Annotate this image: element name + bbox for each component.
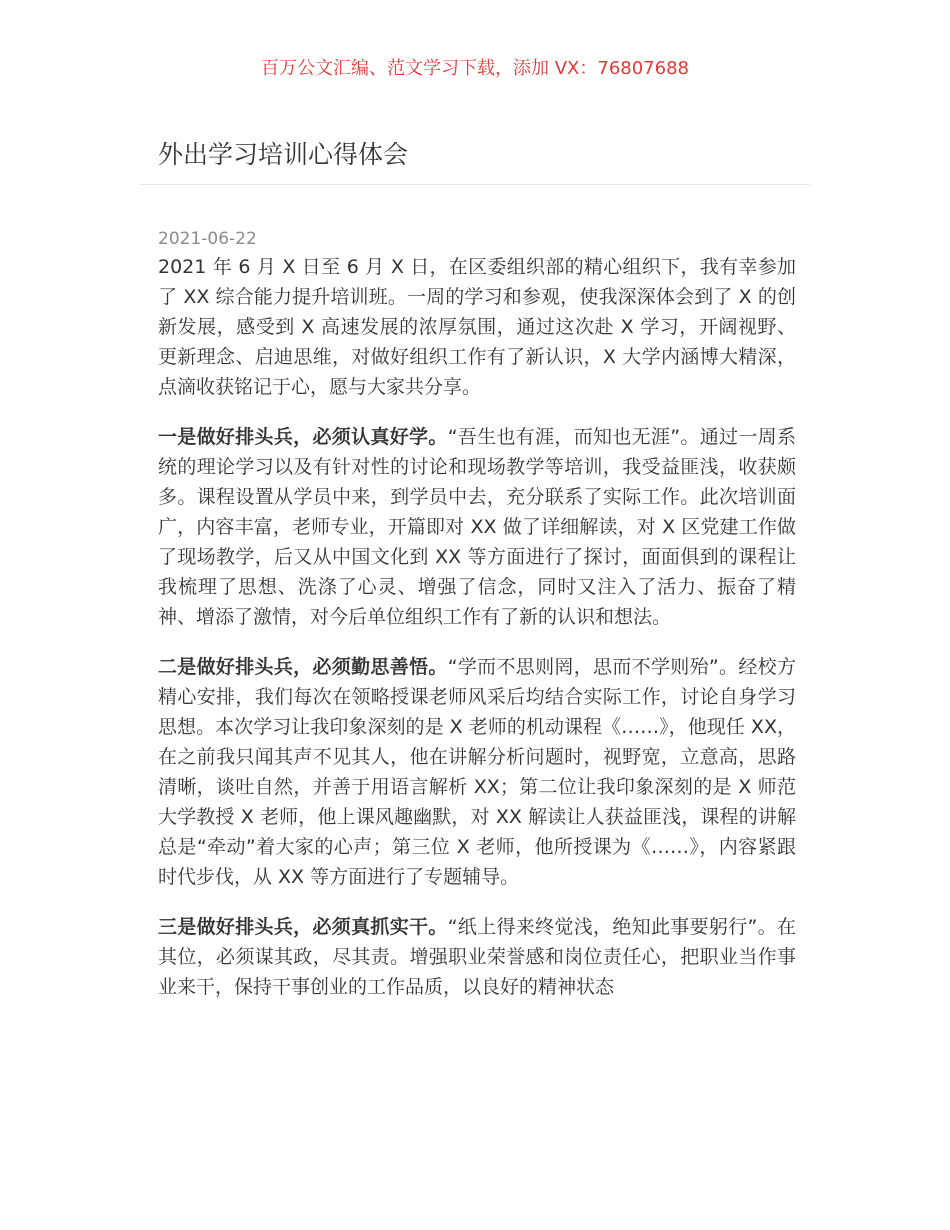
section-paragraph-3 [158,912,796,1002]
publish-date: 2021-06-22 [158,229,257,249]
intro-paragraph: 2021 年 6 月 X 日至 6 月 X 日，在区委组织部的精心组织下，我有幸参加了 XX 综合能力提升培训班。一周的学习和参观，使我深深体会到了 X 的创新发展，感受到 X 高速发展的浓厚氛围，通过这次赴 X 学习，开阔视野、更新理念、启迪思维，对做好组织工作有了新认识，X 大学内涵博大精深，点滴收获铭记于心，愿与大家共分享。 [158,256,796,398]
section-3-heading: 三是做好排头兵，必须真抓实干。 [158,916,448,938]
article-body [158,252,796,1022]
section-2-text: “学而不思则罔，思而不学则殆”。经校方精心安排，我们每次在领略授课老师风采后均结合实际工作，讨论自身学习思想。本次学习让我印象深刻的是 X 老师的机动课程《……》，他现任 XX，在之前我只闻其声不见其人，他在讲解分析问题时，视野宽，立意高，思路清晰，谈吐自然，并善于用语言解析 XX；第二位让我印象深刻的是 X 师范大学教授 X 老师，他上课风趣幽默，对 XX 解读让人获益匪浅，课程的讲解总是“牵动”着大家的心声；第三位 X 老师，他所授课为《……》，内容紧跟时代步伐，从 XX 等方面进行了专题辅导。 [158,656,796,888]
section-1-text: “吾生也有涯，而知也无涯”。通过一周系统的理论学习以及有针对性的讨论和现场教学等培训，我受益匪浅，收获颇多。课程设置从学员中来，到学员中去，充分联系了实际工作。此次培训面广，内容丰富，老师专业，开篇即对 XX 做了详细解读，对 X 区党建工作做了现场教学，后又从中国文化到 XX 等方面进行了探讨，面面俱到的课程让我梳理了思想、洗涤了心灵、增强了信念，同时又注入了活力、振奋了精神、增添了激情，对今后单位组织工作有了新的认识和想法。 [158,426,796,628]
section-3-text: “纸上得来终觉浅，绝知此事要躬行”。在其位，必须谋其政，尽其责。增强职业荣誉感和岗位责任心，把职业当作事业来干，保持干事创业的工作品质，以良好的精神状态 [158,916,796,998]
title-divider [140,184,810,185]
section-1-heading: 一是做好排头兵，必须认真好学。 [158,426,448,448]
promo-banner: 百万公文汇编、范文学习下载，添加 VX：76807688 [261,58,689,79]
section-paragraph-1 [158,422,796,632]
section-2-heading: 二是做好排头兵，必须勤思善悟。 [158,656,448,678]
section-paragraph-2 [158,652,796,892]
article-title: 外出学习培训心得体会 [158,140,409,169]
